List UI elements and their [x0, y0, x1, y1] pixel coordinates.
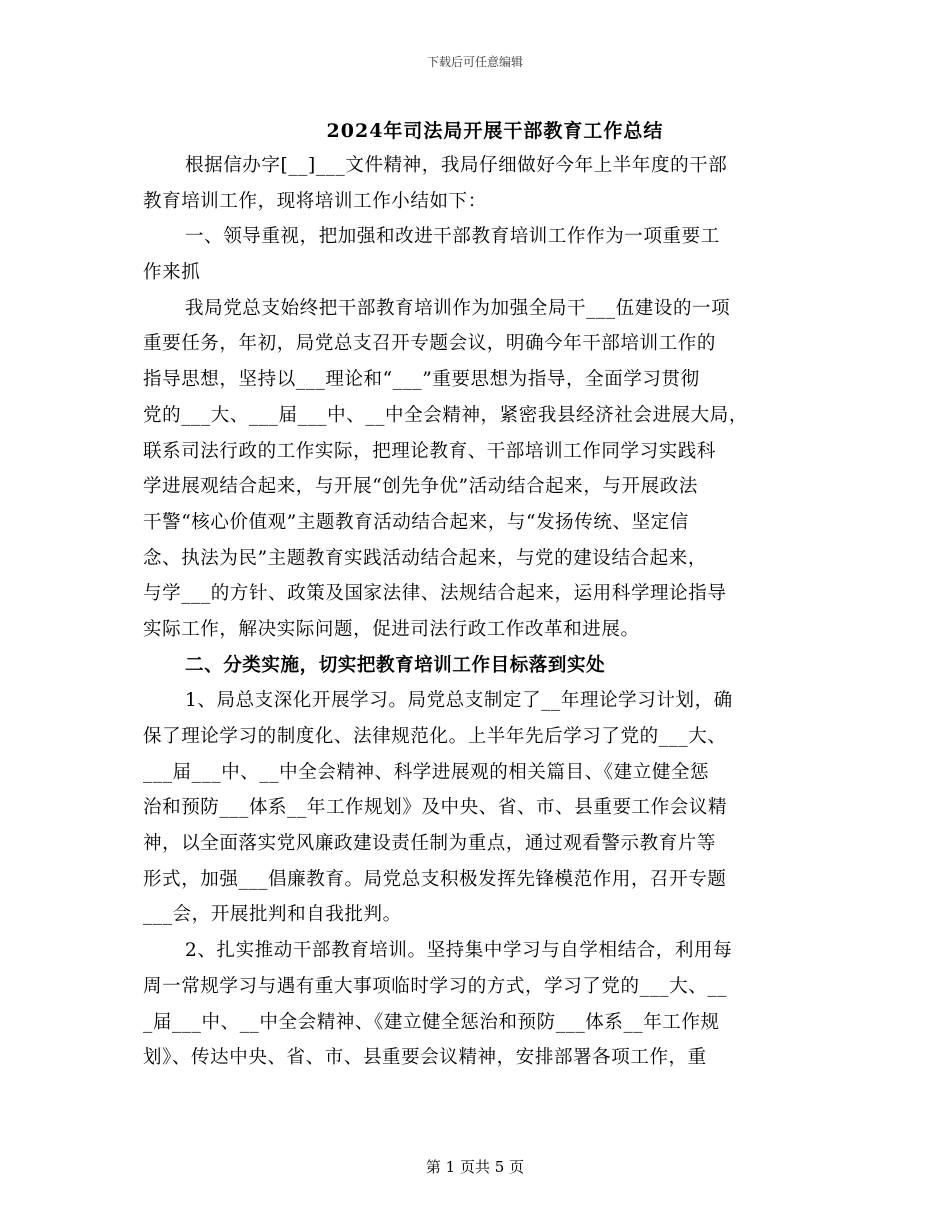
paragraph-line: 联系司法行政的工作实际，把理论教育、干部培训工作同学习实践科 — [143, 440, 717, 462]
paragraph-line: 教育培训工作，现将培训工作小结如下： — [143, 190, 487, 212]
paragraph-line: 干警“核心价值观”主题教育活动结合起来，与“发扬传统、坚定信 — [143, 511, 689, 533]
paragraph-line: 指导思想，坚持以___理论和“___”重要思想为指导，全面学习贯彻 — [143, 369, 700, 391]
document-title: 2024年司法局开展干部教育工作总结 — [326, 120, 664, 142]
paragraph-line: 二、分类实施，切实把教育培训工作目标落到实处 — [185, 654, 606, 676]
paragraph-line: 根据信办字[__]___文件精神，我局仔细做好今年上半年度的干部 — [185, 155, 728, 176]
paragraph-line: 重要任务，年初，局党总支召开专题会议，明确今年干部培训工作的 — [143, 333, 717, 355]
paragraph-line: 与学___的方针、政策及国家法律、法规结合起来，运用科学理论指导 — [143, 583, 727, 605]
paragraph-line: 党的___大、___届___中、__中全会精神，紧密我县经济社会进展大局， — [143, 404, 748, 426]
paragraph-line: 我局党总支始终把干部教育培训作为加强全局干___伍建设的一项 — [185, 297, 731, 319]
paragraph-line: 1、局总支深化开展学习。局党总支制定了__年理论学习计划，确 — [185, 690, 733, 712]
page-header: 下载后可任意编辑 — [426, 55, 523, 69]
paragraph-line: 实际工作，解决实际问题，促进司法行政工作改革和进展。 — [143, 618, 640, 640]
paragraph-line: 形式，加强___倡廉教育。局党总支积极发挥先锋模范作用，召开专题 — [143, 868, 727, 890]
paragraph-line: _届___中、__中全会精神、《建立健全惩治和预防___体系__年工作规 — [143, 1011, 720, 1033]
paragraph-line: ___会，开展批判和自我批判。 — [143, 904, 402, 926]
paragraph-line: 保了理论学习的制度化、法律规范化。上半年先后学习了党的___大、 — [143, 726, 727, 747]
paragraph-line: 作来抓 — [143, 262, 201, 284]
paragraph-line: 2、扎实推动干部教育培训。坚持集中学习与自学相结合，利用每 — [185, 940, 733, 962]
paragraph-line: 念、执法为民”主题教育实践活动结合起来，与党的建设结合起来， — [143, 547, 707, 569]
document-body — [143, 148, 813, 1076]
paragraph-line: 学进展观结合起来，与开展“创先争优”活动结合起来，与开展政法 — [143, 476, 698, 498]
paragraph-line: 周一常规学习与遇有重大事项临时学习的方式，学习了党的___大、__ — [143, 975, 728, 997]
paragraph-line: 划》、传达中央、省、市、县重要会议精神，安排部署各项工作，重 — [143, 1047, 707, 1069]
paragraph-line: ___届___中、__中全会精神、科学进展观的相关篇目、《建立健全惩 — [143, 761, 710, 783]
paragraph-line: 治和预防___体系__年工作规划》及中央、省、市、县重要工作会议精 — [143, 797, 728, 819]
paragraph-line: 神，以全面落实党风廉政建设责任制为重点，通过观看警示教育片等 — [143, 833, 717, 855]
paragraph-line: 一、领导重视，把加强和改进干部教育培训工作作为一项重要工 — [185, 226, 720, 248]
page-footer: 第 1 页共 5 页 — [425, 1158, 525, 1176]
